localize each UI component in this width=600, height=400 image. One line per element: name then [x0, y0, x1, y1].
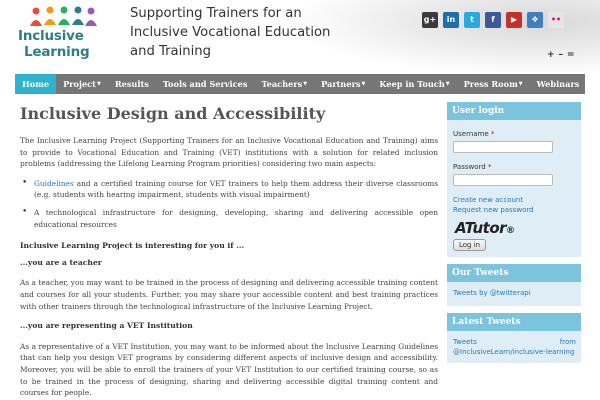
nav-project[interactable] — [56, 74, 108, 94]
nav-label: Teachers — [261, 79, 303, 89]
main-nav — [15, 74, 585, 94]
twitter-timeline-link[interactable]: Tweets by @twitterapi — [453, 289, 531, 297]
nav-label: Results — [114, 79, 149, 89]
required-mark: * — [490, 130, 495, 138]
logo-text-line2: Learning — [24, 44, 90, 60]
twitter-icon[interactable]: t — [464, 12, 480, 28]
linkedin-icon[interactable]: in — [443, 12, 459, 28]
font-increase-button[interactable]: + — [547, 50, 555, 60]
username-label — [453, 130, 576, 138]
interest-heading: Inclusive Learning Project is interesting for you if ... — [20, 241, 245, 251]
intro-paragraph: The Inclusive Learning Project (Supporting Trainers for an Inclusive Vocational Education and Training) aims to provide to Vocational Education and Training (VET) institutions with a solution for related inclusion problems (addressing the Lifelong Learning Program priorities) considering two main aspects: — [20, 136, 438, 169]
teacher-heading: ...you are a teacher — [20, 257, 102, 267]
user-login-title: User login — [447, 102, 581, 120]
font-size-controls — [547, 50, 575, 60]
nav-tools-and-services[interactable] — [156, 74, 255, 94]
flickr-icon[interactable]: •• — [548, 12, 564, 28]
user-login-block — [447, 102, 581, 257]
nav-webinars[interactable] — [530, 74, 587, 94]
nav-label: Project — [63, 79, 96, 89]
nav-label: Keep in Touch — [379, 79, 445, 89]
latest-tweets-link-row[interactable] — [453, 337, 576, 347]
nav-results[interactable] — [108, 74, 156, 94]
login-button[interactable]: Log in — [453, 239, 486, 251]
caret-down-icon: ▼ — [518, 81, 523, 87]
user-login-body — [447, 120, 581, 257]
atutor-logo — [455, 219, 576, 237]
site-logo[interactable] — [18, 6, 108, 66]
from-link[interactable]: from — [559, 338, 576, 346]
site-tagline — [130, 4, 410, 61]
username-field[interactable] — [453, 141, 553, 153]
nav-partners[interactable] — [314, 74, 372, 94]
social-links — [422, 12, 564, 28]
nav-label: Home — [22, 79, 50, 89]
sidebar — [447, 102, 581, 370]
nav-label: Webinars — [536, 79, 580, 89]
font-decrease-button[interactable]: – — [558, 50, 564, 60]
password-label-text: Password — [453, 163, 486, 171]
list-item — [34, 178, 438, 201]
page-title: Inclusive Design and Accessibility — [20, 104, 326, 123]
nav-label: Partners — [321, 79, 361, 89]
password-label — [453, 163, 576, 171]
people-logo-icon — [28, 6, 98, 28]
vet-heading: ...you are representing a VET Institution — [20, 321, 193, 331]
caret-down-icon: ▼ — [361, 81, 366, 87]
latest-tweets-source-link[interactable]: @InclusiveLearn/inclusive-learning — [453, 348, 575, 356]
latest-tweets-block — [447, 313, 581, 363]
list-item-text: and a certified training course for VET trainers to help them address their diverse classrooms (e.g. students with hearing impairment, students with visual impairment) — [34, 178, 438, 200]
nav-teachers[interactable] — [254, 74, 314, 94]
nav-keep-in-touch[interactable] — [372, 74, 456, 94]
tweets-link[interactable]: Tweets — [453, 338, 477, 346]
caret-down-icon: ▼ — [303, 81, 308, 87]
delicious-icon[interactable]: ❖ — [527, 12, 543, 28]
password-field[interactable] — [453, 174, 553, 186]
tagline-line: Inclusive Vocational Education — [130, 25, 331, 40]
tagline-line: and Training — [130, 44, 212, 59]
font-reset-button[interactable]: = — [567, 50, 575, 60]
our-tweets-title: Our Tweets — [447, 264, 581, 282]
teacher-paragraph: As a teacher, you may want to be trained in the process of designing and delivering accessible training content and courses for all your students. Further, you may share your accessible content and best training practices with other trainers through the technological infrastructure of the Inclusive Learning Project. — [20, 278, 438, 311]
nav-label: Tools and Services — [162, 79, 248, 89]
main-content — [20, 104, 438, 400]
atutor-logo-text: ATutor — [455, 219, 507, 237]
aspects-list — [34, 178, 438, 230]
our-tweets-block — [447, 264, 581, 306]
tagline-line: Supporting Trainers for an — [130, 6, 302, 21]
facebook-icon[interactable]: f — [485, 12, 501, 28]
nav-home[interactable] — [15, 74, 56, 94]
latest-tweets-title: Latest Tweets — [447, 313, 581, 331]
list-item: • A technological infrastructure for designing, developing, sharing and delivering accessible open educational resources — [34, 207, 438, 230]
latest-tweets-body — [447, 331, 581, 363]
create-account-link[interactable]: Create new account — [453, 196, 524, 204]
required-mark: * — [487, 163, 492, 171]
logo-text-line1: Inclusive — [18, 28, 84, 44]
our-tweets-body — [447, 282, 581, 306]
site-header — [0, 0, 600, 72]
caret-down-icon: ▼ — [96, 81, 101, 87]
username-label-text: Username — [453, 130, 489, 138]
guidelines-link[interactable]: Guidelines — [34, 178, 74, 188]
nav-press-room[interactable] — [457, 74, 530, 94]
nav-label: Press Room — [463, 79, 518, 89]
google-plus-icon[interactable]: g+ — [422, 12, 438, 28]
request-password-link[interactable]: Request new password — [453, 206, 534, 214]
youtube-icon[interactable]: ▶ — [506, 12, 522, 28]
caret-down-icon: ▼ — [445, 81, 450, 87]
registered-mark: ® — [506, 226, 515, 236]
vet-paragraph: As a representative of a VET Institution, you may want to be informed about the Inclusive Learning Guidelines that can help you design VET programs by considering different aspects of inclusive design and accessibility. Moreover, you will be able to enroll the trainers of your VET Institution to our certified training course, so as to be trained in the process of designing, sharing and delivering accessible digital training content and courses for people. — [20, 341, 438, 398]
